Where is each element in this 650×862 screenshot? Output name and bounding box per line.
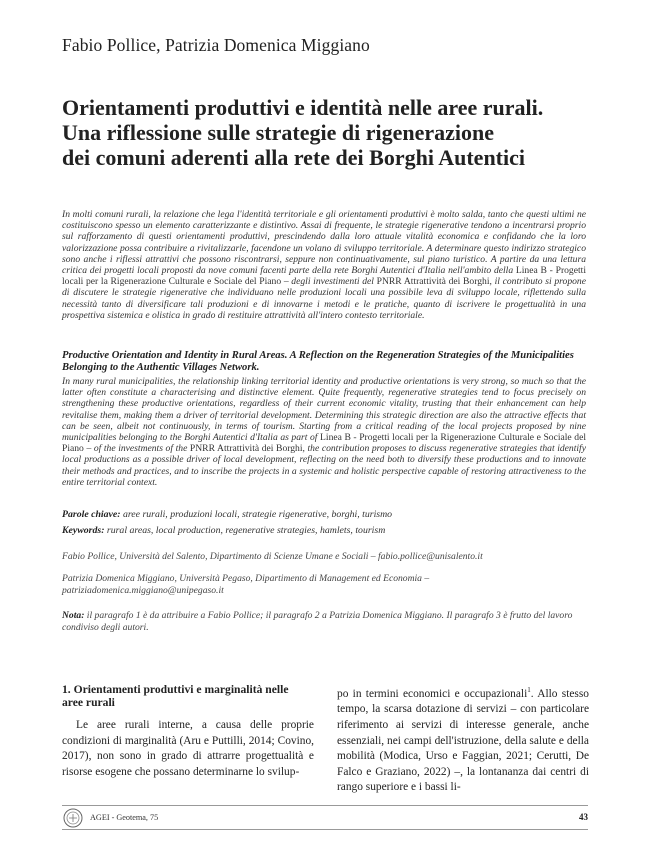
authorship-note bbox=[62, 610, 586, 634]
keywords-it-values: aree rurali, produzioni locali, strategie rigenerative, borghi, turismo bbox=[122, 509, 393, 520]
journal-logo-icon bbox=[63, 808, 83, 828]
abstract-it-text: , il contributo si propone di discutere le strategie rigenerative che individuano nelle produzioni locali una possibile leva di sviluppo locale, riflettendo sulla necessità tanto di diversificare tali produzioni e di innovarne i metodi e le pratiche, quanto di iscrivere le progettualità in una prospettiva sistemica e olistica in grado di restituire attrattività all'intero contesto territoriale. bbox=[62, 276, 586, 321]
note-label: Nota: bbox=[62, 610, 85, 621]
affiliation-author-1: Fabio Pollice, Università del Salento, Dipartimento di Scienze Umane e Sociali – fabio.pollice@unisalento.it bbox=[62, 551, 483, 562]
keywords-italian bbox=[62, 509, 586, 520]
body-column-left: Le aree rurali interne, a causa delle proprie condizioni di marginalità (Aru e Puttilli, 2014; Covino, 2017), non sono in grado di attrarre progettualità e risorse esogene che possano determinarne lo svilup- bbox=[62, 719, 314, 778]
body-text: . Allo stesso tempo, la scarsa dotazione di servizi – con particolare riferimento ai servizi di interesse generale, anche essenziali, nei campi dell'istruzione, della salute e della mobilità (Modica, Urso e Faggian, 2021; Cerutti, De Falco e Graziano, 2022) –, la lontananza dai centri di rango superiore e i bassi li- bbox=[337, 687, 589, 794]
article-title-line: dei comuni aderenti alla rete dei Borghi Autentici bbox=[62, 145, 525, 170]
abstract-en-text: – of the investments of the bbox=[83, 443, 190, 455]
keywords-english bbox=[62, 525, 586, 536]
abstract-it-linea: Linea B - Progetti locali per la Rigenerazione Culturale e Sociale del Piano bbox=[62, 265, 586, 288]
keywords-en-label: Keywords: bbox=[62, 525, 105, 536]
abstract-italian bbox=[62, 209, 586, 321]
article-title-line: Orientamenti produttivi e identità nelle aree rurali. bbox=[62, 95, 544, 120]
body-text: po in termini economici e occupazionali bbox=[337, 687, 528, 700]
keywords-it-label: Parole chiave: bbox=[62, 509, 121, 520]
footnote-marker: 1 bbox=[527, 686, 531, 694]
abstract-english bbox=[62, 376, 586, 488]
note-text: il paragrafo 1 è da attribuire a Fabio Pollice; il paragrafo 2 a Patrizia Domenica Miggiano. Il paragrafo 3 è frutto del lavoro condiviso degli autori. bbox=[62, 610, 573, 633]
footer-top-rule bbox=[62, 805, 588, 806]
keywords-en-values: rural areas, local production, regenerative strategies, hamlets, tourism bbox=[106, 525, 386, 536]
abstract-en-text: In many rural municipalities, the relationship linking territorial identity and productive orientations is very strong, so much so that the latter often constitute a characterising and distinctive element. Quite frequently, regenerative strategies tend to focus precisely on strengthening these productive orientations, regardless of their current economic vitality, trusting that their enhancement can help revitalise them, making them a driver of territorial development. Determining this strategic direction are also the attractive effects that can be seen, albeit not continuously, in terms of tourism. Starting from a critical reading of the local projects proposed by nine municipalities belonging to the Borghi Autentici d'Italia as part of bbox=[62, 376, 586, 444]
abstract-it-text: – degli investimenti del bbox=[281, 276, 377, 288]
abstract-en-pnrr: PNRR Attrattività dei Borghi bbox=[189, 443, 303, 455]
abstract-english-title: Productive Orientation and Identity in Rural Areas. A Reflection on the Regeneration Strategies of the Municipalities Belonging to the Authentic Villages Network. bbox=[62, 350, 574, 373]
footer-bottom-rule bbox=[62, 829, 588, 830]
section-heading: 1. Orientamenti produttivi e marginalità nelle aree rurali bbox=[62, 683, 289, 709]
footer-journal-name: AGEI - Geotema, 75 bbox=[90, 813, 159, 822]
article-title-line: Una riflessione sulle strategie di rigenerazione bbox=[62, 120, 494, 145]
abstract-en-text: , the contribution proposes to discuss regenerative strategies that identify local productions as a possible driver of local development, reflecting on the need both to diversify these productions and to innovate their methods and practices, and to inscribe the projects in a systemic and holistic perspective capable of restoring attractiveness to the entire territorial context. bbox=[62, 443, 586, 488]
abstract-it-text: In molti comuni rurali, la relazione che lega l'identità territoriale e gli orientamenti produttivi è molto salda, tanto che questi ultimi ne costituiscono spesso un elemento caratterizzante e distintivo. Assai di frequente, le strategie rigenerative tendono a incentrarsi proprio sul rafforzamento di questi orientamenti produttivi, prescindendo dalla loro attuale vitalità economica e confidando che la loro valorizzazione possa contribuire a rivitalizzarle, facendone un volano di sviluppo territoriale. A determinare questo indirizzo strategico sono anche i riflessi attrattivi che possono riscontrarsi, seppure non continuativamente, sul piano turistico. A partire da una lettura critica dei progetti locali proposti da nove comuni facenti parte della rete Borghi Autentici d'Italia nell'ambito della bbox=[62, 209, 586, 277]
author-names: Fabio Pollice, Patrizia Domenica Miggiano bbox=[62, 35, 370, 55]
abstract-it-pnrr: PNRR Attrattività dei Borghi bbox=[376, 276, 490, 288]
page-number: 43 bbox=[579, 812, 588, 822]
affiliation-author-2: Patrizia Domenica Miggiano, Università Pegaso, Dipartimento di Management ed Economia – patriziadomenica.miggiano@unipegaso.it bbox=[62, 573, 430, 596]
body-column-right bbox=[337, 683, 589, 796]
article-title bbox=[62, 95, 602, 170]
abstract-en-linea: Linea B - Progetti locali per la Rigenerazione Culturale e Sociale del Piano bbox=[62, 432, 586, 455]
